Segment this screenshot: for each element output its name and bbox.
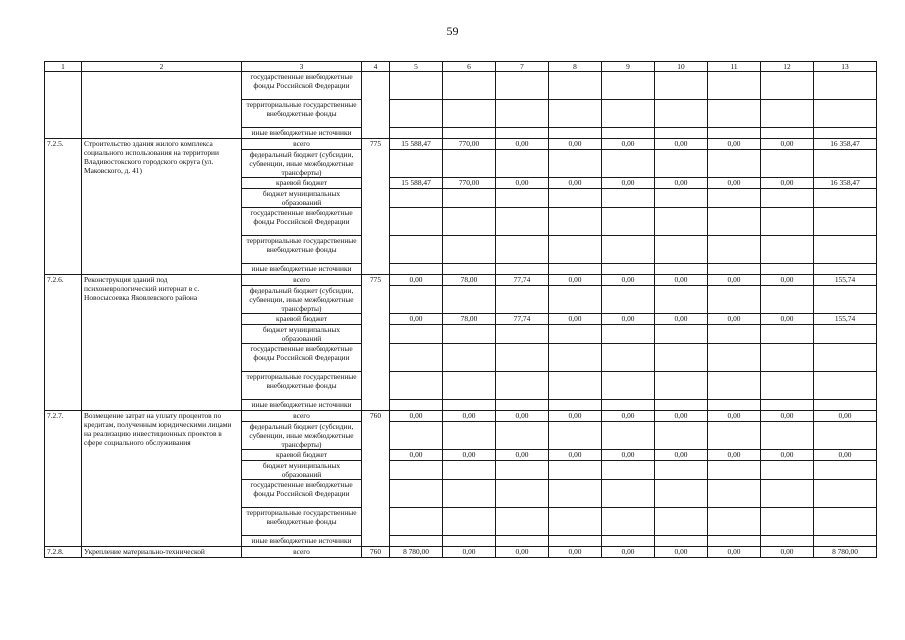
- empty-cell: [443, 150, 496, 178]
- empty-cell: [814, 100, 877, 128]
- empty-cell: [390, 480, 443, 508]
- value-cell: 0,00: [390, 314, 443, 325]
- empty-cell: [708, 189, 761, 208]
- empty-cell: [814, 236, 877, 264]
- empty-cell: [390, 236, 443, 264]
- value-cell: 0,00: [814, 411, 877, 422]
- source-cell: всего: [242, 411, 362, 422]
- column-header: 8: [549, 62, 602, 72]
- empty-cell: [814, 480, 877, 508]
- source-cell: государственные внебюджетные фонды Российской Федерации: [242, 72, 362, 100]
- value-cell: 0,00: [443, 411, 496, 422]
- source-cell: территориальные государственные внебюджетные фонды: [242, 236, 362, 264]
- empty-cell: [655, 286, 708, 314]
- empty-cell: [655, 480, 708, 508]
- value-cell: 0,00: [655, 139, 708, 150]
- empty-cell: [602, 286, 655, 314]
- item-name: Укрепление материально-технической: [82, 547, 242, 558]
- empty-cell: [602, 372, 655, 400]
- empty-cell: [443, 264, 496, 275]
- item-code: [45, 72, 82, 139]
- empty-cell: [761, 128, 814, 139]
- empty-cell: [708, 264, 761, 275]
- empty-cell: [814, 208, 877, 236]
- value-cell: 0,00: [708, 178, 761, 189]
- value-cell: 770,00: [443, 178, 496, 189]
- empty-cell: [602, 536, 655, 547]
- page-number: 59: [446, 24, 459, 38]
- empty-cell: [708, 422, 761, 450]
- column-header: 11: [708, 62, 761, 72]
- empty-cell: [708, 236, 761, 264]
- empty-cell: [390, 372, 443, 400]
- source-cell: бюджет муниципальных образований: [242, 189, 362, 208]
- value-cell: 0,00: [655, 411, 708, 422]
- empty-cell: [708, 508, 761, 536]
- grbs-code: 760: [362, 547, 390, 558]
- empty-cell: [443, 286, 496, 314]
- empty-cell: [390, 100, 443, 128]
- column-header: 7: [496, 62, 549, 72]
- value-cell: 0,00: [708, 275, 761, 286]
- empty-cell: [761, 236, 814, 264]
- empty-cell: [708, 286, 761, 314]
- empty-cell: [443, 400, 496, 411]
- value-cell: 77,74: [496, 275, 549, 286]
- source-cell: краевой бюджет: [242, 314, 362, 325]
- empty-cell: [390, 128, 443, 139]
- item-code: 7.2.8.: [45, 547, 82, 558]
- column-header: 4: [362, 62, 390, 72]
- source-cell: федеральный бюджет (субсидии, субвенции, иные межбюджетные трансферты): [242, 422, 362, 450]
- item-code: 7.2.6.: [45, 275, 82, 411]
- empty-cell: [496, 344, 549, 372]
- value-cell: 0,00: [761, 139, 814, 150]
- empty-cell: [549, 344, 602, 372]
- value-cell: 0,00: [549, 411, 602, 422]
- empty-cell: [549, 536, 602, 547]
- value-cell: 0,00: [761, 275, 814, 286]
- empty-cell: [549, 325, 602, 344]
- empty-cell: [708, 325, 761, 344]
- empty-cell: [390, 325, 443, 344]
- empty-cell: [602, 72, 655, 100]
- empty-cell: [602, 461, 655, 480]
- source-cell: федеральный бюджет (субсидии, субвенции, иные межбюджетные трансферты): [242, 150, 362, 178]
- empty-cell: [761, 325, 814, 344]
- empty-cell: [390, 150, 443, 178]
- empty-cell: [708, 400, 761, 411]
- empty-cell: [390, 72, 443, 100]
- empty-cell: [814, 400, 877, 411]
- empty-cell: [496, 422, 549, 450]
- source-cell: иные внебюджетные источники: [242, 536, 362, 547]
- source-cell: иные внебюджетные источники: [242, 264, 362, 275]
- value-cell: 0,00: [602, 547, 655, 558]
- empty-cell: [655, 325, 708, 344]
- empty-cell: [390, 344, 443, 372]
- value-cell: 0,00: [655, 178, 708, 189]
- value-cell: 0,00: [549, 275, 602, 286]
- empty-cell: [390, 264, 443, 275]
- empty-cell: [549, 480, 602, 508]
- value-cell: 0,00: [549, 314, 602, 325]
- empty-cell: [496, 325, 549, 344]
- empty-cell: [708, 72, 761, 100]
- empty-cell: [814, 422, 877, 450]
- empty-cell: [761, 208, 814, 236]
- empty-cell: [814, 286, 877, 314]
- source-cell: всего: [242, 139, 362, 150]
- value-cell: 155,74: [814, 275, 877, 286]
- grbs-code: [362, 72, 390, 139]
- value-cell: 0,00: [761, 314, 814, 325]
- empty-cell: [496, 128, 549, 139]
- item-name: Реконструкция зданий под психоневрологический интернат в с. Новосысоевка Яковлевского района: [82, 275, 242, 411]
- column-header: 3: [242, 62, 362, 72]
- source-cell: территориальные государственные внебюджетные фонды: [242, 372, 362, 400]
- empty-cell: [549, 372, 602, 400]
- empty-cell: [655, 422, 708, 450]
- source-cell: территориальные государственные внебюджетные фонды: [242, 100, 362, 128]
- empty-cell: [390, 189, 443, 208]
- empty-cell: [496, 264, 549, 275]
- value-cell: 0,00: [761, 547, 814, 558]
- value-cell: 0,00: [708, 547, 761, 558]
- value-cell: 0,00: [708, 139, 761, 150]
- empty-cell: [655, 208, 708, 236]
- empty-cell: [602, 189, 655, 208]
- item-code: 7.2.5.: [45, 139, 82, 275]
- value-cell: 0,00: [496, 411, 549, 422]
- value-cell: 0,00: [655, 275, 708, 286]
- empty-cell: [549, 236, 602, 264]
- empty-cell: [761, 480, 814, 508]
- empty-cell: [602, 508, 655, 536]
- empty-cell: [443, 100, 496, 128]
- empty-cell: [443, 372, 496, 400]
- empty-cell: [443, 508, 496, 536]
- value-cell: 0,00: [496, 178, 549, 189]
- value-cell: 8 780,00: [814, 547, 877, 558]
- budget-table: [44, 61, 877, 558]
- column-header: 13: [814, 62, 877, 72]
- empty-cell: [655, 461, 708, 480]
- value-cell: 155,74: [814, 314, 877, 325]
- empty-cell: [814, 372, 877, 400]
- empty-cell: [602, 208, 655, 236]
- empty-cell: [814, 189, 877, 208]
- empty-cell: [496, 100, 549, 128]
- empty-cell: [549, 150, 602, 178]
- table-row: [45, 139, 877, 150]
- empty-cell: [708, 344, 761, 372]
- empty-cell: [496, 236, 549, 264]
- source-cell: иные внебюджетные источники: [242, 400, 362, 411]
- value-cell: 0,00: [602, 275, 655, 286]
- empty-cell: [761, 536, 814, 547]
- value-cell: 78,00: [443, 314, 496, 325]
- empty-cell: [443, 189, 496, 208]
- source-cell: бюджет муниципальных образований: [242, 461, 362, 480]
- empty-cell: [708, 480, 761, 508]
- value-cell: 0,00: [761, 450, 814, 461]
- value-cell: 770,00: [443, 139, 496, 150]
- source-cell: государственные внебюджетные фонды Российской Федерации: [242, 480, 362, 508]
- empty-cell: [655, 128, 708, 139]
- value-cell: 0,00: [549, 139, 602, 150]
- grbs-code: 760: [362, 411, 390, 547]
- empty-cell: [708, 150, 761, 178]
- empty-cell: [602, 325, 655, 344]
- column-header: 2: [82, 62, 242, 72]
- empty-cell: [602, 480, 655, 508]
- grbs-code: 775: [362, 275, 390, 411]
- empty-cell: [761, 461, 814, 480]
- empty-cell: [549, 208, 602, 236]
- empty-cell: [655, 264, 708, 275]
- empty-cell: [549, 100, 602, 128]
- empty-cell: [443, 461, 496, 480]
- source-cell: всего: [242, 275, 362, 286]
- empty-cell: [602, 150, 655, 178]
- value-cell: 16 358,47: [814, 178, 877, 189]
- empty-cell: [443, 236, 496, 264]
- table-row: [45, 72, 877, 100]
- empty-cell: [549, 189, 602, 208]
- value-cell: 8 780,00: [390, 547, 443, 558]
- empty-cell: [549, 400, 602, 411]
- empty-cell: [761, 344, 814, 372]
- value-cell: 0,00: [708, 450, 761, 461]
- empty-cell: [761, 150, 814, 178]
- empty-cell: [496, 508, 549, 536]
- empty-cell: [708, 536, 761, 547]
- value-cell: 0,00: [655, 547, 708, 558]
- value-cell: 0,00: [443, 450, 496, 461]
- empty-cell: [708, 208, 761, 236]
- empty-cell: [814, 128, 877, 139]
- table-body: [45, 62, 877, 558]
- table-row: [45, 411, 877, 422]
- empty-cell: [761, 189, 814, 208]
- item-code: 7.2.7.: [45, 411, 82, 547]
- empty-cell: [655, 400, 708, 411]
- value-cell: 0,00: [708, 314, 761, 325]
- empty-cell: [708, 372, 761, 400]
- table-row: [45, 547, 877, 558]
- empty-cell: [390, 422, 443, 450]
- empty-cell: [602, 400, 655, 411]
- source-cell: краевой бюджет: [242, 178, 362, 189]
- item-name: Возмещение затрат на уплату процентов по кредитам, полученным юридическими лицами на реализацию инвестиционных проектов в сфере социального обслуживания: [82, 411, 242, 547]
- empty-cell: [390, 400, 443, 411]
- empty-cell: [549, 461, 602, 480]
- source-cell: государственные внебюджетные фонды Российской Федерации: [242, 344, 362, 372]
- empty-cell: [761, 372, 814, 400]
- empty-cell: [549, 286, 602, 314]
- value-cell: 0,00: [496, 547, 549, 558]
- empty-cell: [390, 208, 443, 236]
- empty-cell: [655, 189, 708, 208]
- value-cell: 0,00: [761, 411, 814, 422]
- empty-cell: [549, 72, 602, 100]
- empty-cell: [496, 461, 549, 480]
- empty-cell: [602, 128, 655, 139]
- empty-cell: [549, 508, 602, 536]
- column-header: 1: [45, 62, 82, 72]
- value-cell: 0,00: [761, 178, 814, 189]
- source-cell: государственные внебюджетные фонды Российской Федерации: [242, 208, 362, 236]
- empty-cell: [814, 264, 877, 275]
- source-cell: федеральный бюджет (субсидии, субвенции, иные межбюджетные трансферты): [242, 286, 362, 314]
- empty-cell: [814, 325, 877, 344]
- empty-cell: [761, 264, 814, 275]
- empty-cell: [814, 72, 877, 100]
- empty-cell: [496, 536, 549, 547]
- value-cell: 0,00: [814, 450, 877, 461]
- value-cell: 0,00: [602, 139, 655, 150]
- empty-cell: [549, 264, 602, 275]
- empty-cell: [761, 422, 814, 450]
- empty-cell: [814, 461, 877, 480]
- value-cell: 0,00: [390, 275, 443, 286]
- empty-cell: [496, 480, 549, 508]
- column-header: 10: [655, 62, 708, 72]
- value-cell: 15 588,47: [390, 139, 443, 150]
- empty-cell: [602, 344, 655, 372]
- value-cell: 0,00: [602, 314, 655, 325]
- empty-cell: [655, 344, 708, 372]
- empty-cell: [443, 72, 496, 100]
- value-cell: 0,00: [655, 314, 708, 325]
- value-cell: 0,00: [655, 450, 708, 461]
- empty-cell: [708, 100, 761, 128]
- value-cell: 0,00: [390, 450, 443, 461]
- value-cell: 0,00: [549, 178, 602, 189]
- column-header: 6: [443, 62, 496, 72]
- empty-cell: [443, 422, 496, 450]
- table-row: [45, 275, 877, 286]
- source-cell: территориальные государственные внебюджетные фонды: [242, 508, 362, 536]
- empty-cell: [443, 325, 496, 344]
- value-cell: 0,00: [602, 411, 655, 422]
- empty-cell: [708, 128, 761, 139]
- empty-cell: [761, 286, 814, 314]
- empty-cell: [655, 100, 708, 128]
- grbs-code: 775: [362, 139, 390, 275]
- item-name: Строительство здания жилого комплекса социального использования на территории Владивостокского городского округа (ул. Маковского, д. 41): [82, 139, 242, 275]
- empty-cell: [443, 480, 496, 508]
- value-cell: 0,00: [602, 178, 655, 189]
- empty-cell: [814, 150, 877, 178]
- empty-cell: [496, 400, 549, 411]
- value-cell: 0,00: [496, 139, 549, 150]
- empty-cell: [655, 372, 708, 400]
- empty-cell: [496, 372, 549, 400]
- empty-cell: [814, 536, 877, 547]
- value-cell: 15 588,47: [390, 178, 443, 189]
- empty-cell: [390, 286, 443, 314]
- empty-cell: [814, 344, 877, 372]
- column-header: 5: [390, 62, 443, 72]
- empty-cell: [602, 422, 655, 450]
- empty-cell: [496, 189, 549, 208]
- empty-cell: [814, 508, 877, 536]
- empty-cell: [390, 536, 443, 547]
- item-name: [82, 72, 242, 139]
- empty-cell: [708, 461, 761, 480]
- empty-cell: [443, 128, 496, 139]
- value-cell: 0,00: [549, 547, 602, 558]
- column-header: 12: [761, 62, 814, 72]
- empty-cell: [761, 508, 814, 536]
- source-cell: всего: [242, 547, 362, 558]
- value-cell: 0,00: [443, 547, 496, 558]
- empty-cell: [655, 536, 708, 547]
- empty-cell: [655, 150, 708, 178]
- column-header: 9: [602, 62, 655, 72]
- empty-cell: [655, 508, 708, 536]
- empty-cell: [655, 236, 708, 264]
- empty-cell: [761, 100, 814, 128]
- empty-cell: [496, 72, 549, 100]
- empty-cell: [602, 236, 655, 264]
- empty-cell: [602, 100, 655, 128]
- empty-cell: [549, 128, 602, 139]
- empty-cell: [443, 536, 496, 547]
- empty-cell: [443, 344, 496, 372]
- empty-cell: [496, 208, 549, 236]
- source-cell: иные внебюджетные источники: [242, 128, 362, 139]
- value-cell: 0,00: [708, 411, 761, 422]
- empty-cell: [761, 400, 814, 411]
- empty-cell: [443, 208, 496, 236]
- value-cell: 77,74: [496, 314, 549, 325]
- value-cell: 0,00: [549, 450, 602, 461]
- value-cell: 16 358,47: [814, 139, 877, 150]
- empty-cell: [549, 422, 602, 450]
- source-cell: бюджет муниципальных образований: [242, 325, 362, 344]
- value-cell: 0,00: [602, 450, 655, 461]
- value-cell: 0,00: [390, 411, 443, 422]
- empty-cell: [496, 286, 549, 314]
- header-row: [45, 62, 877, 72]
- empty-cell: [655, 72, 708, 100]
- source-cell: краевой бюджет: [242, 450, 362, 461]
- value-cell: 78,00: [443, 275, 496, 286]
- empty-cell: [390, 508, 443, 536]
- value-cell: 0,00: [496, 450, 549, 461]
- empty-cell: [602, 264, 655, 275]
- empty-cell: [496, 150, 549, 178]
- empty-cell: [761, 72, 814, 100]
- empty-cell: [390, 461, 443, 480]
